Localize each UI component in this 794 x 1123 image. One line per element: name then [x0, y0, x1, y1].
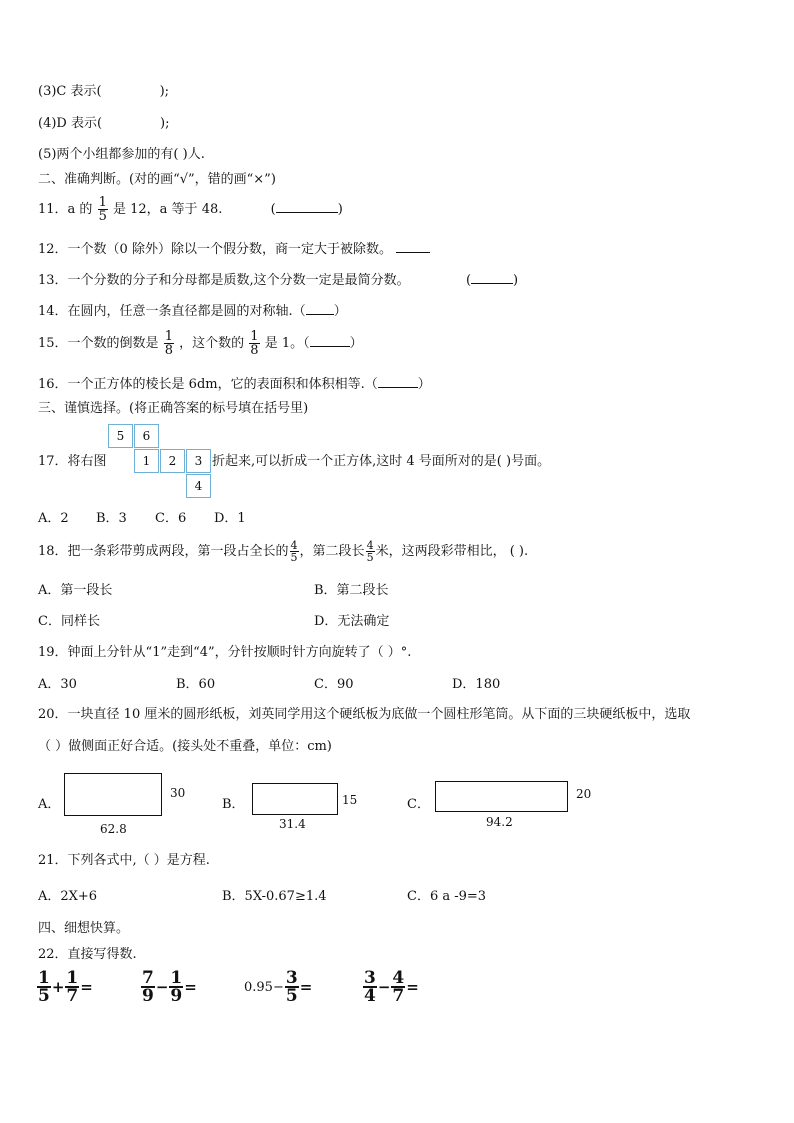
- q11-fraction: [98, 196, 108, 223]
- q21-line: [38, 853, 210, 869]
- q20-line-2: [38, 739, 332, 755]
- q17-line-pre: [38, 454, 107, 470]
- q11-pre: 11．a 的: [38, 202, 93, 217]
- q22-e3-equals: =: [299, 978, 313, 996]
- q17-post: 折起来,可以折成一个正方体,这时 4 号面所对的是( )号面。: [212, 454, 551, 469]
- q15-end: ）: [349, 336, 363, 351]
- q14-text: 14．在圆内，任意一条直径都是圆的对称轴.（: [38, 304, 306, 319]
- q22-e4-a-num: 3: [364, 968, 376, 988]
- q15-frac2-num: 1: [250, 329, 259, 344]
- q17-option-c[interactable]: C．6: [155, 511, 187, 526]
- q20-option-c-label[interactable]: C．: [407, 797, 430, 812]
- q12-answer-blank[interactable]: [396, 240, 430, 253]
- section-2-text: 二、准确判断。(对的画“√”，错的画“×”): [38, 172, 276, 187]
- q19-line: [38, 645, 411, 661]
- q20-option-b-board[interactable]: [252, 783, 338, 815]
- q18-option-d[interactable]: D．无法确定: [314, 614, 390, 629]
- q22-e1-frac-b: [65, 970, 79, 1004]
- q22-e2-frac-a: [141, 970, 155, 1004]
- q18-frac2-num: 4: [366, 539, 374, 552]
- q22-e4-frac-a: [363, 970, 377, 1004]
- q18-fraction-2: [366, 540, 375, 563]
- q22-e4-b-num: 4: [392, 968, 405, 988]
- q20-option-a-board[interactable]: [64, 773, 162, 816]
- q14-end: ）: [333, 304, 347, 319]
- q20-line-1: [38, 707, 690, 723]
- q22-e1-operator: +: [51, 978, 65, 996]
- q12-text: 12．一个数（0 除外）除以一个假分数，商一定大于被除数。: [38, 242, 392, 257]
- q18-fraction-1: [290, 540, 299, 563]
- q16-answer-blank[interactable]: [378, 375, 418, 388]
- q22-e3-prefix: 0.95−: [244, 979, 284, 995]
- q17-option-a[interactable]: A．2: [38, 511, 69, 526]
- q5-line: [38, 147, 205, 163]
- q22-e2-operator: −: [155, 978, 169, 996]
- q19-option-c[interactable]: C．90: [314, 677, 354, 692]
- q14-answer-blank[interactable]: [306, 302, 334, 315]
- q15-frac2-den: 8: [250, 343, 259, 358]
- q22-e4-operator: −: [377, 978, 391, 996]
- q20-text-2: （ ）做侧面正好合适。(接头处不重叠，单位：cm): [38, 739, 332, 754]
- q22-e4-frac-b: [391, 970, 405, 1004]
- q22-e2-a-den: 9: [142, 986, 154, 1006]
- section-4-heading: [38, 921, 129, 937]
- q22-expression-1: [36, 970, 93, 1004]
- q21-option-b[interactable]: B．5X-0.67≥1.4: [222, 889, 327, 904]
- q22-e3-frac-b: [285, 970, 299, 1004]
- q17-pre: 17．将右图: [38, 454, 107, 469]
- q18-line: [38, 540, 528, 563]
- q13-answer-blank[interactable]: [471, 271, 513, 284]
- q22-e2-b-den: 9: [170, 986, 183, 1006]
- q20-option-b-label[interactable]: B．: [222, 797, 245, 812]
- q22-line: [38, 947, 137, 963]
- q15-mid: ，这个数的: [179, 336, 245, 351]
- q20-option-a-label[interactable]: A．: [38, 797, 61, 812]
- q11-frac-num: 1: [98, 195, 107, 210]
- q16-end: ）: [417, 377, 431, 392]
- q15-answer-blank[interactable]: [310, 334, 350, 347]
- q11-paren-left: (: [270, 202, 276, 217]
- q22-e1-frac-a: [37, 970, 51, 1004]
- q20-option-b-height: 15: [342, 793, 358, 807]
- q16-text: 16．一个正方体的棱长是 6dm，它的表面积和体积相等.（: [38, 377, 378, 392]
- net-face-6: 6: [134, 424, 159, 448]
- q17-line-post: [212, 454, 550, 470]
- q22-e4-a-den: 4: [364, 986, 376, 1006]
- q11-post: 是 12，a 等于 48.: [113, 202, 223, 217]
- q11-line: [38, 196, 343, 223]
- q15-frac1-den: 8: [164, 343, 173, 358]
- q22-expression-3: [244, 970, 312, 1004]
- q11-frac-den: 5: [98, 209, 107, 224]
- q13-paren-right: ): [513, 273, 519, 288]
- q20-option-a-width: 62.8: [100, 822, 127, 836]
- q20-option-a-height: 30: [170, 786, 186, 800]
- q19-option-d[interactable]: D．180: [452, 677, 501, 692]
- q15-fraction-2: [249, 330, 259, 357]
- q22-e1-a-num: 1: [38, 968, 50, 988]
- section-3-text: 三、谨慎选择。(将正确答案的标号填在括号里): [38, 401, 309, 416]
- q22-e2-equals: =: [184, 978, 197, 996]
- q19-option-a[interactable]: A．30: [38, 677, 77, 692]
- q22-e4-equals: =: [406, 978, 419, 996]
- q22-e1-b-num: 1: [66, 968, 79, 988]
- q22-e2-b-num: 1: [170, 968, 183, 988]
- q22-e3-b-num: 3: [285, 968, 298, 988]
- q12-line: [38, 240, 430, 258]
- q22-text: 22．直接写得数.: [38, 947, 137, 962]
- q4-text: (4)D 表示(: [38, 116, 103, 131]
- section-2-heading: [38, 172, 276, 188]
- q22-e3-b-den: 5: [285, 986, 298, 1006]
- q14-line: [38, 302, 347, 320]
- q18-option-b[interactable]: B．第二段长: [314, 583, 389, 598]
- q13-line: [38, 271, 518, 289]
- section-3-heading: [38, 401, 308, 417]
- net-face-5: 5: [108, 424, 133, 448]
- net-face-1: 1: [134, 449, 159, 473]
- q15-fraction-1: [164, 330, 174, 357]
- q21-option-c[interactable]: C．6 a -9=3: [407, 889, 487, 904]
- q19-text: 19．钟面上分针从“1”走到“4”，分针按顺时针方向旋转了（ ）°.: [38, 645, 412, 660]
- q13-text: 13．一个分数的分子和分母都是质数,这个分数一定是最简分数。: [38, 273, 410, 288]
- q4-line: [38, 116, 170, 132]
- q18-option-c[interactable]: C．同样长: [38, 614, 100, 629]
- q15-post: 是 1。（: [264, 336, 310, 351]
- q20-text-1: 20．一块直径 10 厘米的圆形纸板，刘英同学用这个硬纸板为底做一个圆柱形笔筒。从下面的三块硬纸板中，选取: [38, 707, 691, 722]
- q22-e1-equals: =: [80, 978, 93, 996]
- q18-pre: 18．把一条彩带剪成两段，第一段占全长的: [38, 544, 289, 559]
- q22-e2-frac-b: [169, 970, 183, 1004]
- net-face-2: 2: [160, 449, 185, 473]
- q17-option-b[interactable]: B．3: [96, 511, 127, 526]
- q18-post: 米，这两段彩带相比， ( ).: [375, 544, 529, 559]
- q22-e2-a-num: 7: [142, 968, 154, 988]
- net-face-3: 3: [186, 449, 211, 473]
- q18-frac2-den: 5: [366, 551, 374, 564]
- q3-end: );: [159, 84, 170, 99]
- section-4-text: 四、细想快算。: [38, 921, 130, 936]
- q15-frac1-num: 1: [164, 329, 173, 344]
- q20-option-b-width: 31.4: [279, 817, 306, 831]
- q20-option-c-height: 20: [576, 787, 592, 801]
- q18-frac1-num: 4: [290, 539, 298, 552]
- q19-option-b[interactable]: B．60: [176, 677, 216, 692]
- q3-text: (3)C 表示(: [38, 84, 102, 99]
- net-face-4: 4: [186, 474, 211, 498]
- q11-paren-right: ): [337, 202, 343, 217]
- q20-option-c-board[interactable]: [435, 781, 568, 812]
- q18-frac1-den: 5: [290, 551, 298, 564]
- q21-text: 21．下列各式中,（ ）是方程.: [38, 853, 210, 868]
- q20-option-c-width: 94.2: [486, 815, 513, 829]
- q15-line: [38, 330, 363, 357]
- q21-option-a[interactable]: A．2X+6: [38, 889, 98, 904]
- q16-line: [38, 375, 431, 393]
- q22-e1-a-den: 5: [38, 986, 50, 1006]
- q17-option-d[interactable]: D．1: [214, 511, 246, 526]
- q18-mid: ，第二段长: [299, 544, 365, 559]
- q13-paren-left: (: [465, 273, 472, 288]
- q22-expression-4: [362, 970, 419, 1004]
- q22-e4-b-den: 7: [392, 986, 405, 1006]
- q15-pre: 15．一个数的倒数是: [38, 336, 159, 351]
- q18-option-a[interactable]: A．第一段长: [38, 583, 113, 598]
- q11-answer-blank[interactable]: [276, 200, 338, 213]
- q22-e1-b-den: 7: [66, 986, 79, 1006]
- q5-text: (5)两个小组都参加的有( )人.: [38, 147, 205, 162]
- q4-end: );: [160, 116, 170, 131]
- q22-expression-2: [140, 970, 197, 1004]
- q3-line: [38, 84, 169, 100]
